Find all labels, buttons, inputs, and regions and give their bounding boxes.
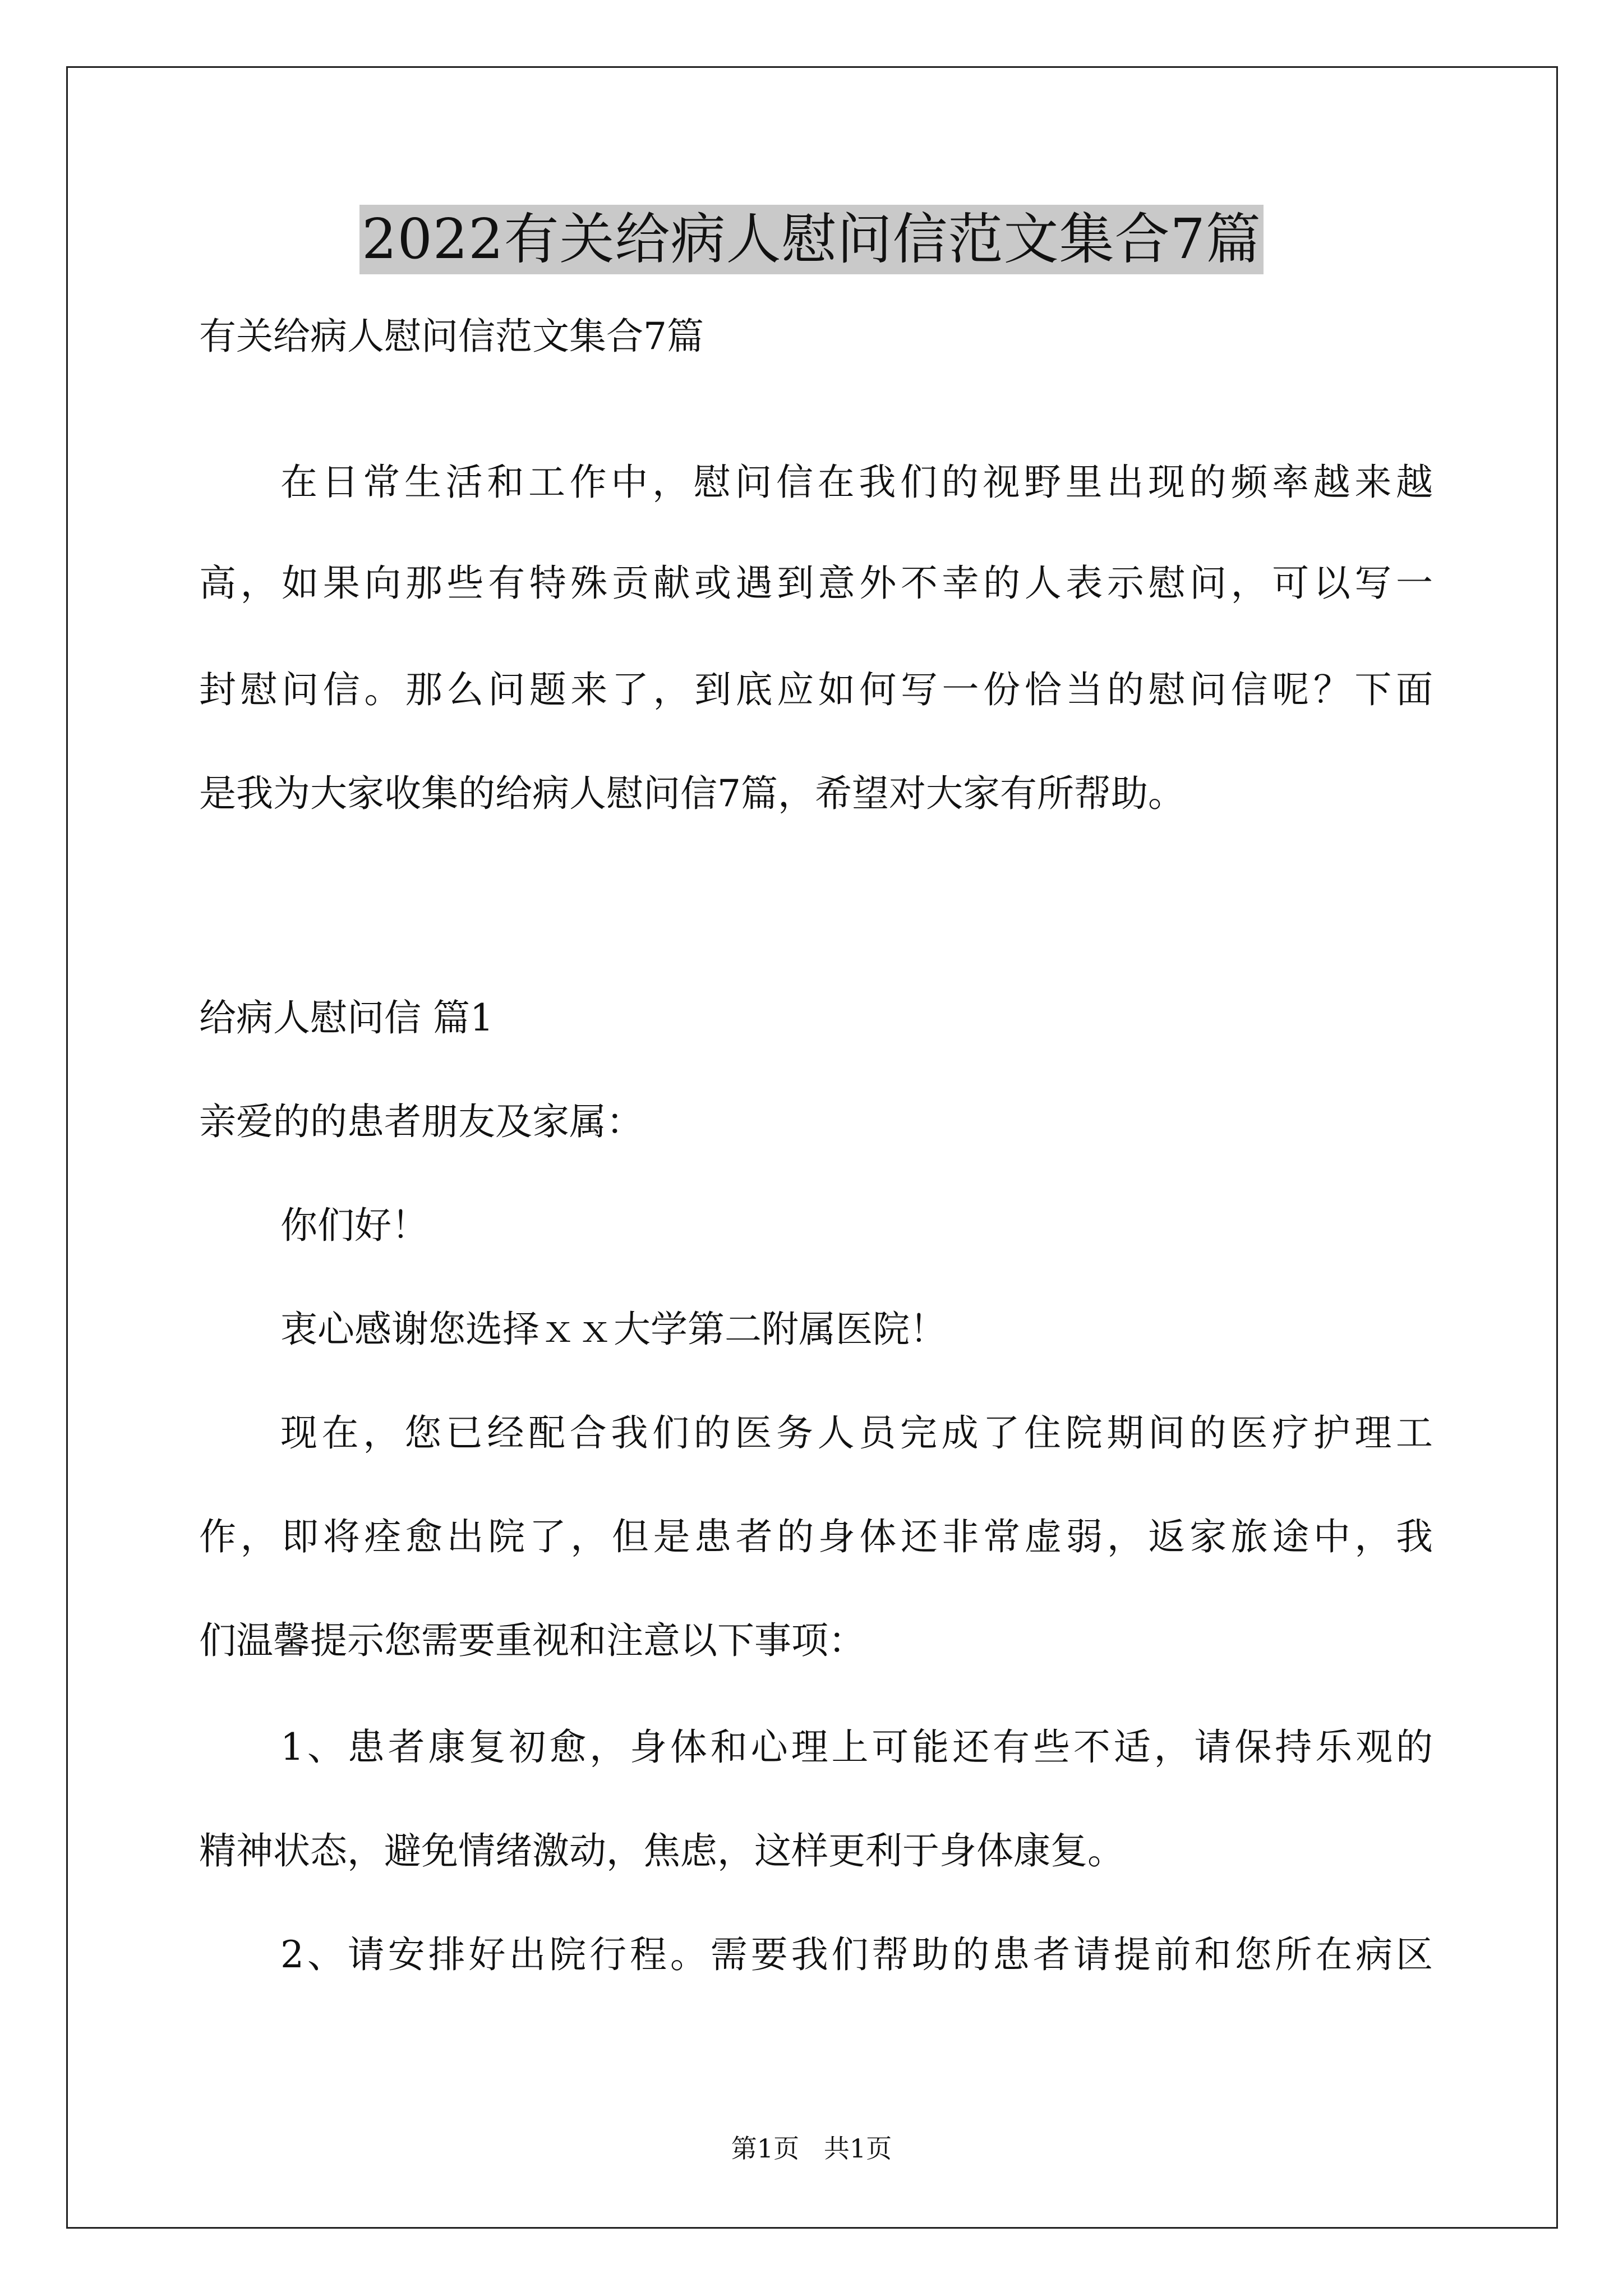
greeting: 你们好！ (280, 1204, 428, 1247)
document-subtitle: 有关给病人慰问信范文集合7篇 (199, 315, 704, 358)
intro-line: 是我为大家收集的给病人慰问信7篇，希望对大家有所帮助。 (199, 772, 1185, 815)
thanks-line: 衷心感谢您选择ｘｘ大学第二附属医院！ (280, 1308, 947, 1351)
page-border (66, 66, 1558, 2229)
body-line: 们温馨提示您需要重视和注意以下事项： (199, 1619, 865, 1662)
list-item: 精神状态，避免情绪激动，焦虑，这样更利于身体康复。 (199, 1829, 1124, 1872)
intro-line: 封慰问信。那么问题来了，到底应如何写一份恰当的慰问信呢？下面 (199, 668, 1433, 711)
title-container (0, 205, 1623, 274)
body-line: 现在，您已经配合我们的医务人员完成了住院期间的医疗护理工 (280, 1411, 1433, 1455)
body-line: 作，即将痊愈出院了，但是患者的身体还非常虚弱，返家旅途中，我 (199, 1515, 1433, 1558)
list-item: 2、请安排好出院行程。需要我们帮助的患者请提前和您所在病区 (280, 1933, 1433, 1976)
page-footer: 第1页 共1页 (731, 2133, 892, 2164)
section-heading: 给病人慰问信 篇1 (199, 996, 494, 1039)
salutation: 亲爱的的患者朋友及家属： (199, 1100, 643, 1143)
document-title: 2022有关给病人慰问信范文集合7篇 (359, 205, 1264, 274)
list-item: 1、患者康复初愈，身体和心理上可能还有些不适，请保持乐观的 (280, 1726, 1433, 1769)
intro-line: 高，如果向那些有特殊贡献或遇到意外不幸的人表示慰问，可以写一 (199, 562, 1433, 605)
intro-line: 在日常生活和工作中，慰问信在我们的视野里出现的频率越来越 (280, 461, 1433, 504)
